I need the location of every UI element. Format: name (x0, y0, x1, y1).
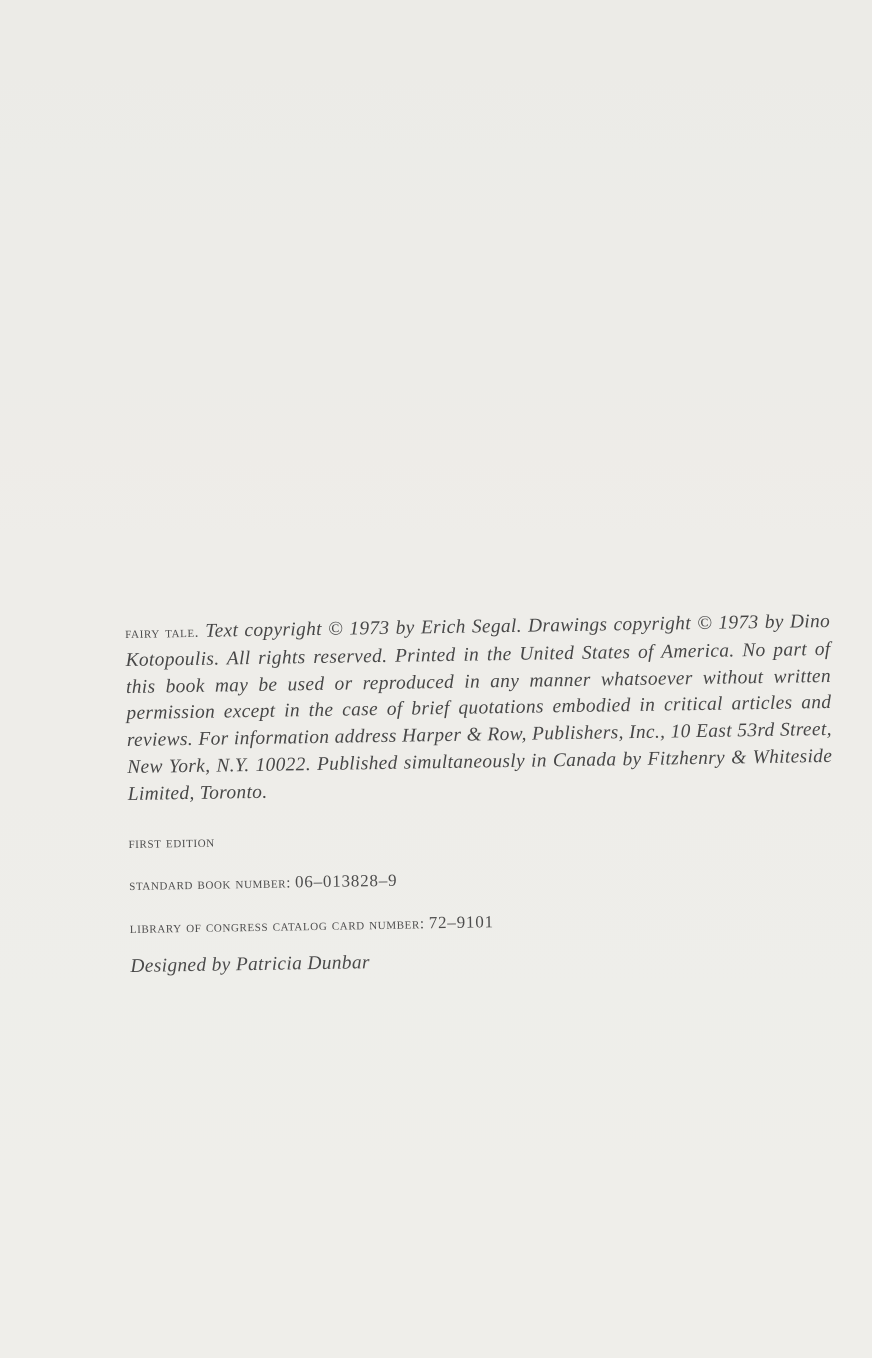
book-title-lead: fairy tale. (125, 624, 200, 642)
sbn-label: standard book number: (129, 874, 292, 894)
copyright-block (125, 609, 836, 978)
designer-credit: Designed by Patricia Dunbar (130, 951, 370, 977)
edition-line: first edition (128, 833, 215, 852)
copyright-text: Text copyright © 1973 by Erich Segal. Drawings copyright © 1973 by Dino Kotopoulis. All rights reserved. Printed in the United States of America. No part of this book may be used or reproduced in any manner whatsoever without written permission except in the case of brief quotations embodied in critical articles and reviews. For information address Harper & Row, Publishers, Inc., 10 East 53rd Street, New York, N.Y. 10022. Published simultaneously in Canada by Fitzhenry & Whiteside Limited, Toronto. (125, 610, 833, 805)
lccn-line (130, 906, 835, 937)
lccn-label: library of congress catalog card number: (129, 914, 425, 937)
copyright-notice (125, 609, 833, 809)
standard-book-number-line (129, 863, 834, 894)
lccn-value: 72–9101 (428, 911, 494, 932)
sbn-value: 06–013828–9 (294, 870, 398, 891)
